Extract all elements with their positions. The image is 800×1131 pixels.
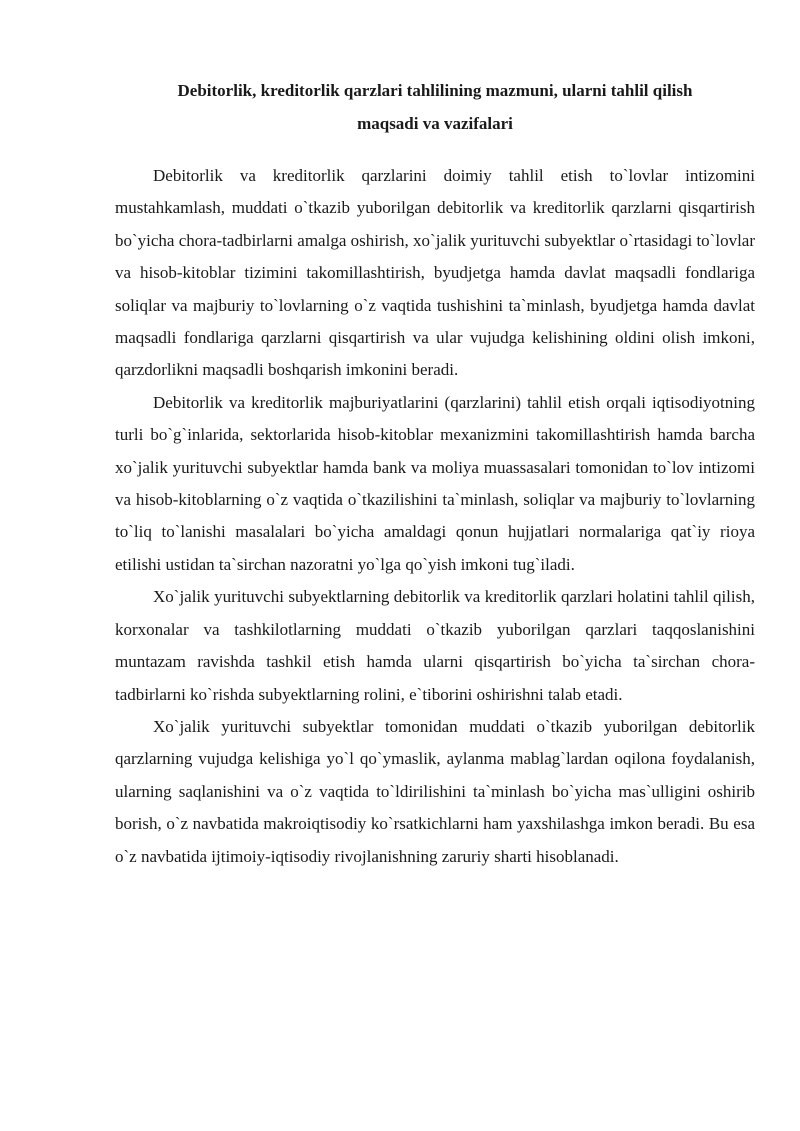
document-page — [115, 74, 755, 873]
paragraph-3: Xo`jalik yurituvchi subyektlarning debitorlik va kreditorlik qarzlari holatini tahlil qilish, korxonalar va tashkilotlarning muddati o`tkazib yuborilgan qarzlari taqqoslanishini muntazam ravishda tashkil etish hamda ularni qisqartirish bo`yicha ta`sirchan chora-tadbirlarni ko`rishda subyektlarning rolini, e`tiborini oshirishni talab etadi. — [115, 587, 755, 704]
title-line-2: maqsadi va vazifalari — [357, 114, 513, 133]
paragraph-2: Debitorlik va kreditorlik majburiyatlarini (qarzlarini) tahlil etish orqali iqtisodiyotning turli bo`g`inlarida, sektorlarida hisob-kitoblar mexanizmini takomillashtirish hamda barcha xo`jalik yurituvchi subyektlar hamda bank va moliya muassasalari tomonidan to`lov intizomi va hisob-kitoblarning o`z vaqtida o`tkazilishini ta`minlash, soliqlar va majburiy to`lovlarning to`liq to`lanishi masalalari bo`yicha amaldagi qonun hujjatlari normalariga qat`iy rioya etilishi ustidan ta`sirchan nazoratni yo`lga qo`yish imkoni tug`iladi. — [115, 392, 755, 574]
paragraph-1: Debitorlik va kreditorlik qarzlarini doimiy tahlil etish to`lovlar intizomini mustahkamlash, muddati o`tkazib yuborilgan debitorlik va kreditorlik qarzlarni qisqartirish bo`yicha chora-tadbirlarni amalga oshirish, xo`jalik yurituvchi subyektlar o`rtasidagi to`lovlar va hisob-kitoblar tizimini takomillashtirish, byudjetga hamda davlat maqsadli fondlariga soliqlar va majburiy to`lovlarning o`z vaqtida tushishini ta`minlash, byudjetga hamda davlat maqsadli fondlariga qarzlarni qisqartirish va ular vujudga kelishining oldini olish imkoni, qarzdorlikni maqsadli boshqarish imkonini beradi. — [115, 166, 755, 380]
paragraph-4: Xo`jalik yurituvchi subyektlar tomonidan muddati o`tkazib yuborilgan debitorlik qarzlarning vujudga kelishiga yo`l qo`ymaslik, aylanma mablag`lardan oqilona foydalanish, ularning saqlanishini va o`z vaqtida to`ldirilishini ta`minlash bo`yicha mas`ulligini oshirib borish, o`z navbatida makroiqtisodiy ko`rsatkichlarni ham yaxshilashga imkon beradi. Bu esa o`z navbatida ijtimoiy-iqtisodiy rivojlanishning zaruriy sharti hisoblanadi. — [115, 716, 755, 866]
document-title — [115, 74, 755, 140]
title-line-1: Debitorlik, kreditorlik qarzlari tahlilining mazmuni, ularni tahlil qilish — [177, 81, 693, 100]
